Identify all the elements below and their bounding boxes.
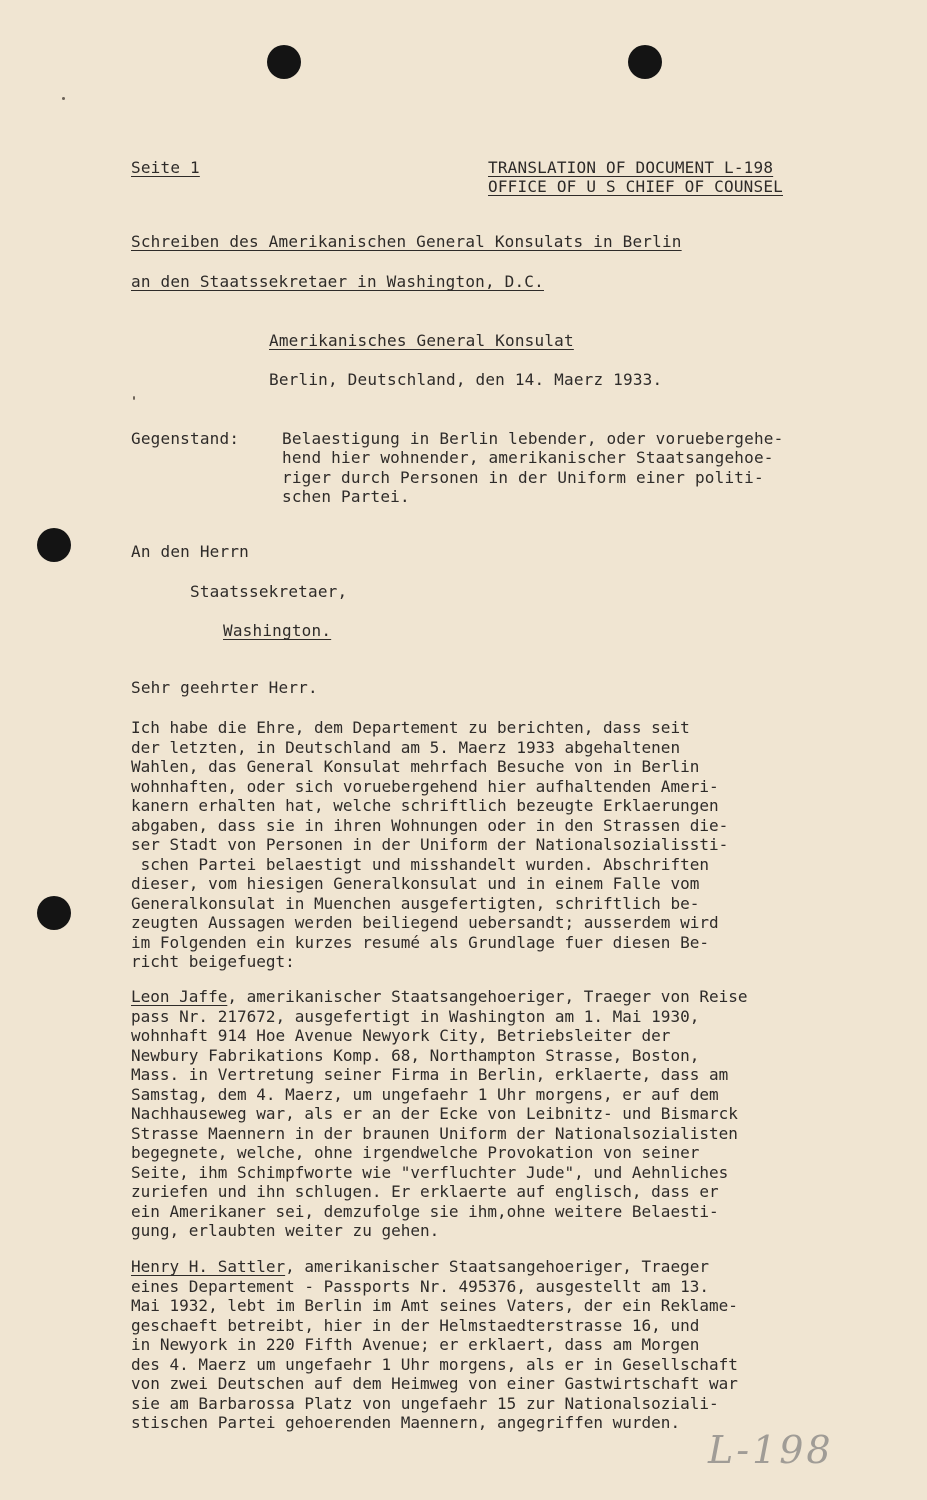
heading-line-1: Schreiben des Amerikanischen General Konsulats in Berlin bbox=[131, 232, 682, 251]
address-line-2: Staatssekretaer, bbox=[190, 582, 348, 601]
office-title: OFFICE OF U S CHIEF OF COUNSEL bbox=[488, 177, 783, 196]
paragraph-line: ser Stadt von Personen in der Uniform der Nationalsozialissti- bbox=[131, 835, 729, 854]
paragraph-line: Nachhauseweg war, als er an der Ecke von Leibnitz- und Bismarck bbox=[131, 1104, 738, 1123]
paragraph-line: begegnete, welche, ohne irgendwelche Provokation von seiner bbox=[131, 1143, 700, 1162]
subject-line: hend hier wohnender, amerikanischer Staatsangehoe- bbox=[282, 448, 774, 467]
sender-office: Amerikanisches General Konsulat bbox=[269, 331, 574, 350]
punch-hole-left-lower bbox=[37, 896, 71, 930]
paragraph-line: Samstag, dem 4. Maerz, um ungefaehr 1 Uhr morgens, er auf dem bbox=[131, 1084, 719, 1104]
paragraph-line: schen Partei belaestigt und misshandelt wurden. Abschriften bbox=[131, 854, 709, 874]
paragraph-line: im Folgenden ein kurzes resumé als Grundlage fuer diesen Be- bbox=[131, 932, 709, 952]
punch-hole-top-right bbox=[628, 45, 662, 79]
paragraph-line: der letzten, in Deutschland am 5. Maerz 1933 abgehaltenen bbox=[131, 737, 681, 757]
paragraph-line: Newbury Fabrikations Komp. 68, Northampton Strasse, Boston, bbox=[131, 1045, 700, 1065]
punch-hole-left-upper bbox=[37, 528, 71, 562]
paragraph-line: wohnhaften, oder sich voruebergehend hier aufhaltenden Ameri- bbox=[131, 776, 719, 796]
paragraph-line: sie am Barbarossa Platz von ungefaehr 15 zur Nationalsoziali- bbox=[131, 1393, 719, 1413]
person-name-sattler: Henry H. Sattler bbox=[131, 1257, 286, 1276]
paragraph-line: von zwei Deutschen auf dem Heimweg von einer Gastwirtschaft war bbox=[131, 1374, 738, 1393]
paragraph-line: in Newyork in 220 Fifth Avenue; er erklaert, dass am Morgen bbox=[131, 1335, 700, 1354]
address-line-1: An den Herrn bbox=[131, 542, 249, 561]
paragraph-line: dieser, vom hiesigen Generalkonsulat und in einem Falle vom bbox=[131, 874, 700, 893]
subject-line: riger durch Personen in der Uniform einer politi- bbox=[282, 468, 764, 487]
paragraph-line: Mai 1932, lebt im Berlin im Amt seines Vaters, der ein Reklame- bbox=[131, 1296, 738, 1315]
paragraph-line: geschaeft betreibt, hier in der Helmstaedterstrasse 16, und bbox=[131, 1315, 700, 1335]
paragraph-line: Mass. in Vertretung seiner Firma in Berlin, erklaerte, dass am bbox=[131, 1065, 729, 1084]
paragraph-line: Ich habe die Ehre, dem Departement zu berichten, dass seit bbox=[131, 718, 690, 737]
paragraph-line: Strasse Maennern in der braunen Uniform der Nationalsozialisten bbox=[131, 1123, 738, 1143]
paragraph-line: ein Amerikaner sei, demzufolge sie ihm,ohne weitere Belaesti- bbox=[131, 1201, 719, 1221]
paragraph-line: pass Nr. 217672, ausgefertigt in Washington am 1. Mai 1930, bbox=[131, 1006, 700, 1026]
paper-speck bbox=[133, 396, 135, 400]
address-line-3: Washington. bbox=[223, 621, 332, 640]
paragraph-line: gung, erlaubten weiter zu gehen. bbox=[131, 1221, 440, 1240]
paragraph-line: richt beigefuegt: bbox=[131, 952, 295, 971]
subject-line: schen Partei. bbox=[282, 487, 410, 506]
subject-label: Gegenstand: bbox=[131, 429, 240, 448]
salutation: Sehr geehrter Herr. bbox=[131, 678, 318, 697]
paragraph-line: Wahlen, das General Konsulat mehrfach Besuche von in Berlin bbox=[131, 757, 700, 776]
place-date: Berlin, Deutschland, den 14. Maerz 1933. bbox=[269, 370, 663, 389]
punch-hole-top-left bbox=[267, 45, 301, 79]
translation-title: TRANSLATION OF DOCUMENT L-198 bbox=[488, 158, 774, 177]
paragraph-line: wohnhaft 914 Hoe Avenue Newyork City, Betriebsleiter der bbox=[131, 1026, 671, 1045]
sattler-paragraph bbox=[131, 1257, 871, 1433]
person-name-jaffe: Leon Jaffe bbox=[131, 987, 228, 1006]
paragraph-line bbox=[131, 1257, 871, 1277]
handwritten-document-number: L-198 bbox=[708, 1428, 834, 1472]
heading-line-2: an den Staatssekretaer in Washington, D.C. bbox=[131, 272, 544, 291]
paragraph-line: zeugten Aussagen werden beiliegend uebersandt; ausserdem wird bbox=[131, 913, 719, 932]
page-label: Seite 1 bbox=[131, 158, 200, 177]
jaffe-paragraph bbox=[131, 987, 871, 1241]
paragraph-line-text: , amerikanischer Staatsangehoeriger, Traeger von Reise bbox=[227, 987, 748, 1006]
subject-line: Belaestigung in Berlin lebender, oder voruebergehe- bbox=[282, 429, 784, 448]
paragraph-line-text: , amerikanischer Staatsangehoeriger, Traeger bbox=[285, 1257, 709, 1276]
paragraph-line: stischen Partei gehoerenden Maennern, angegriffen wurden. bbox=[131, 1413, 681, 1432]
paper-speck bbox=[62, 97, 65, 100]
intro-paragraph bbox=[131, 718, 871, 972]
paragraph-line: abgaben, dass sie in ihren Wohnungen oder in den Strassen die- bbox=[131, 815, 729, 835]
paragraph-line: eines Departement - Passports Nr. 495376, ausgestellt am 13. bbox=[131, 1276, 709, 1296]
paragraph-line: zuriefen und ihn schlugen. Er erklaerte auf englisch, dass er bbox=[131, 1182, 719, 1201]
paragraph-line: kanern erhalten hat, welche schriftlich bezeugte Erklaerungen bbox=[131, 796, 719, 815]
paragraph-line: Seite, ihm Schimpfworte wie "verfluchter Jude", und Aehnliches bbox=[131, 1162, 729, 1182]
paragraph-line bbox=[131, 987, 871, 1007]
paragraph-line: des 4. Maerz um ungefaehr 1 Uhr morgens, als er in Gesellschaft bbox=[131, 1354, 738, 1374]
paragraph-line: Generalkonsulat in Muenchen ausgefertigten, schriftlich be- bbox=[131, 893, 700, 913]
